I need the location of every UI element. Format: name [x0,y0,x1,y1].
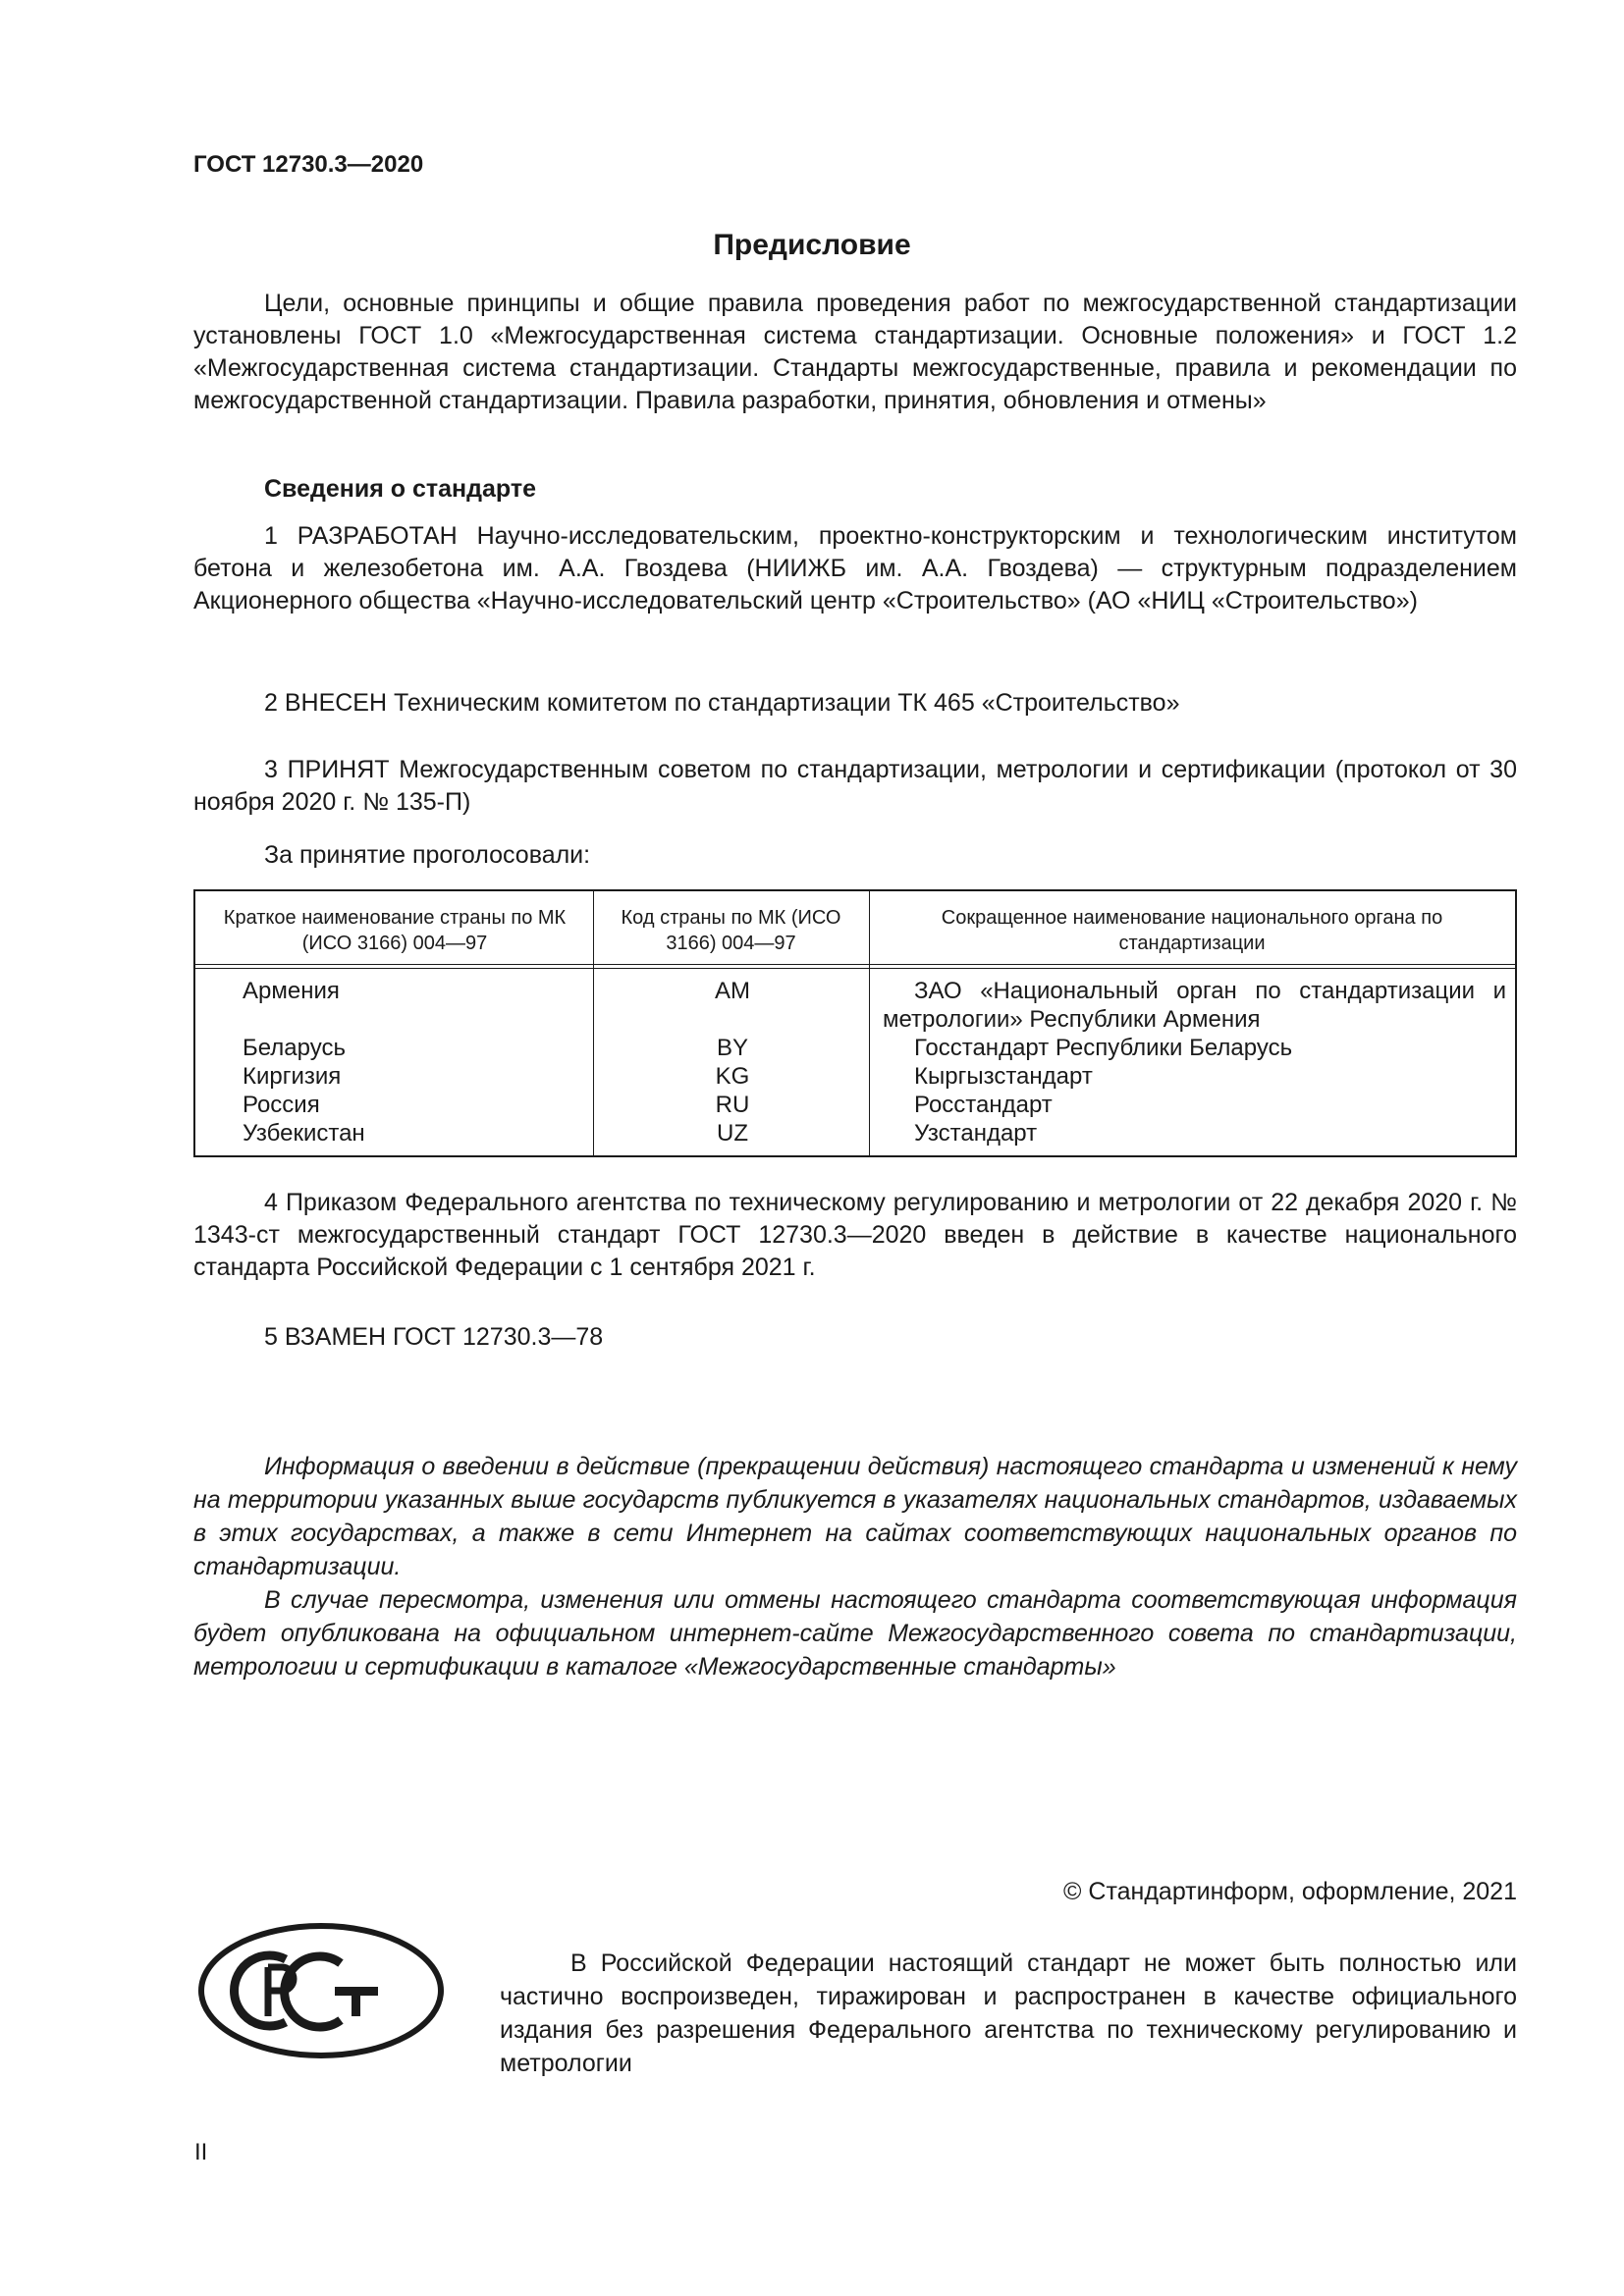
table-header-code: Код страны по МК (ИСО 3166) 004—97 [621,907,841,954]
page-number: II [194,2139,208,2165]
rst-certification-mark-icon [197,1922,446,2059]
table-cell-body: ЗАО «Национальный орган по стандартизации и метрологии» Республики Армения [883,978,1506,1033]
table-cell-country: Армения [243,978,340,1004]
info-heading: Сведения о стандарте [264,475,537,503]
item-3-adopted: 3 ПРИНЯТ Межгосударственным советом по стандартизации, метрологии и сертификации (протокол от 30 ноября 2020 г. № 135-П) [193,756,1517,816]
item-2-submitted: 2 ВНЕСЕН Техническим комитетом по стандартизации ТК 465 «Строительство» [264,689,1180,717]
table-cell-country: Узбекистан [243,1120,365,1147]
section-title: Предисловие [713,229,911,261]
table-cell-country: Россия [243,1092,320,1118]
intro-paragraph: Цели, основные принципы и общие правила проведения работ по межгосударственной стандартизации установлены ГОСТ 1.0 «Межгосударственная система стандартизации. Основные положения» и ГОСТ 1.2 «Межгосударственная система стандартизации. Стандарты межгосударственные, правила и рекомендации по межгосударственной стандартизации. Правила разработки, принятия, обновления и отмены» [193,290,1517,414]
copyright-line: © Стандартинформ, оформление, 2021 [1063,1878,1517,1905]
table-cell-code: RU [715,1092,750,1118]
rst-logo [197,1922,446,2059]
voting-table [193,889,1517,1157]
voted-label: За принятие проголосовали: [264,841,591,869]
table-cell-body: Кыргызстандарт [914,1063,1093,1090]
table-cell-body: Росстандарт [914,1092,1053,1118]
table-cell-country: Киргизия [243,1063,342,1090]
table-cell-body: Узстандарт [914,1120,1038,1147]
item-5-replaces: 5 ВЗАМЕН ГОСТ 12730.3—78 [264,1323,604,1351]
table-header-country: Краткое наименование страны по МК (ИСО 3166) 004—97 [223,907,567,954]
doc-number-header: ГОСТ 12730.3—2020 [193,151,424,178]
table-header-body: Сокращенное наименование национального органа по стандартизации [941,907,1443,954]
table-cell-code: AM [715,978,750,1004]
italic-note-2: В случае пересмотра, изменения или отмены настоящего стандарта соответствующая информация будет опубликована на официальном интернет-сайте Межгосударственного совета по стандартизации, метрологии и сертификации в каталоге «Межгосударственные стандарты» [193,1586,1517,1681]
italic-note-1: Информация о введении в действие (прекращении действия) настоящего стандарта и изменений к нему на территории указанных выше государств публикуется в указателях национальных стандартов, издаваемых в этих государствах, а также в сети Интернет на сайтах соответствующих национальных органов по стандартизации. [193,1453,1517,1580]
table-cell-code: BY [716,1035,748,1061]
table-cell-code: KG [715,1063,750,1090]
table-cell-body: Госстандарт Республики Беларусь [914,1035,1293,1061]
item-1-developed: 1 РАЗРАБОТАН Научно-исследовательским, проектно-конструкторским и технологическим институтом бетона и железобетона им. А.А. Гвоздева (НИИЖБ им. А.А. Гвоздева) — структурным подразделением Акционерного общества «Научно-исследовательский центр «Строительство» (АО «НИЦ «Строительство») [193,522,1517,614]
table-cell-code: UZ [717,1120,748,1147]
item-4-order: 4 Приказом Федерального агентства по техническому регулированию и метрологии от 22 декабря 2020 г. № 1343-ст межгосударственный стандарт ГОСТ 12730.3—2020 введен в действие в качестве национального стандарта Российской Федерации с 1 сентября 2021 г. [193,1189,1517,1281]
table-cell-country: Беларусь [243,1035,346,1061]
reproduction-notice: В Российской Федерации настоящий стандарт не может быть полностью или частично воспроизведен, тиражирован и распространен в качестве официального издания без разрешения Федерального агентства по техническому регулированию и метрологии [500,1949,1517,2077]
